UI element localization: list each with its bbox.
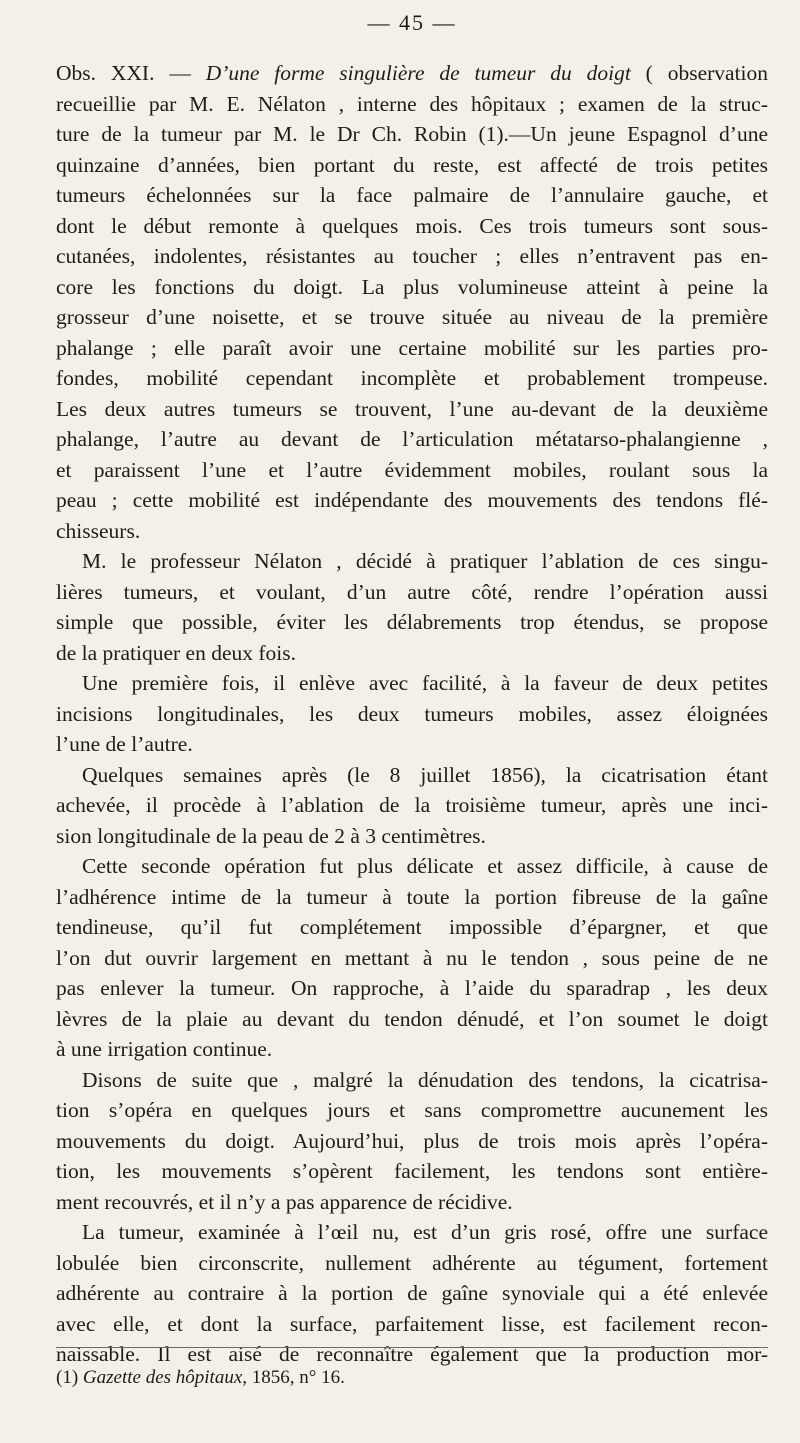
text-line: lières tumeurs, et voulant, d’un autre côté, rendre l’opération aussi — [56, 579, 768, 604]
text-line: tion s’opéra en quelques jours et sans compromettre aucunement les — [56, 1098, 768, 1122]
text-line: achevée, il procède à l’ablation de la troisième tumeur, après une inci- — [56, 793, 768, 817]
text-line: chisseurs. — [56, 518, 141, 543]
text-line: tendineuse, qu’il fut complétement impossible d’épargner, et que — [56, 915, 768, 939]
text-line: ture de la tumeur par M. le Dr Ch. Robin (1).—Un jeune Espagnol d’une — [56, 122, 768, 146]
text-line: à une irrigation continue. — [56, 1037, 273, 1061]
text-line: dont le début remonte à quelques mois. Ces trois tumeurs sont sous- — [56, 213, 768, 238]
footnote-marker: (1) — [56, 1367, 79, 1388]
body-text — [56, 58, 768, 1370]
text-line: lobulée bien circonscrite, nullement adhérente au tégument, fortement — [56, 1250, 768, 1275]
paragraph — [56, 668, 768, 760]
text-line: phalange ; elle paraît avoir une certaine mobilité sur les parties pro- — [56, 335, 768, 360]
footnote-journal: Gazette des hôpitaux — [82, 1367, 243, 1388]
text-line: sion longitudinale de la peau de 2 à 3 centimètres. — [56, 823, 486, 848]
text-line: grosseur d’une noisette, et se trouve située au niveau de la première — [56, 305, 768, 329]
book-page — [56, 0, 768, 1443]
text-line: pas enlever la tumeur. On rapproche, à l’aide du sparadrap , les deux — [56, 976, 768, 1000]
footnote — [56, 1365, 768, 1391]
paragraph — [56, 546, 768, 668]
paragraph — [56, 1065, 768, 1218]
text-line: et paraissent l’une et l’autre évidemment mobiles, roulant sous la — [56, 457, 768, 482]
text-line: quinzaine d’années, bien portant du reste, est affecté de trois petites — [56, 152, 768, 177]
page-number: — 45 — — [367, 10, 457, 35]
paragraph — [56, 851, 768, 1065]
text-line: Quelques semaines après (le 8 juillet 1856), la cicatrisation étant — [82, 762, 768, 787]
text-line: La tumeur, examinée à l’œil nu, est d’un gris rosé, offre une surface — [82, 1220, 768, 1244]
text-line: naissable. Il est aisé de reconnaître également que la production mor- — [56, 1342, 768, 1366]
text-line: phalange, l’autre au devant de l’articulation métatarso-phalangienne , — [56, 427, 768, 451]
text-line: mouvements du doigt. Aujourd’hui, plus de trois mois après l’opéra- — [56, 1128, 768, 1153]
text-line: tumeurs échelonnées sur la face palmaire de l’annulaire gauche, et — [56, 183, 768, 207]
text-line: fondes, mobilité cependant incomplète et probablement trompeuse. — [56, 366, 768, 390]
text-line: Obs. XXI. — D’une forme singulière de tumeur du doigt ( observation — [56, 61, 768, 85]
text-line: M. le professeur Nélaton , décidé à pratiquer l’ablation de ces singu- — [82, 549, 768, 573]
text-line: l’on dut ouvrir largement en mettant à nu le tendon , sous peine de ne — [56, 945, 768, 970]
footnote-separator — [56, 1347, 768, 1348]
text-line: l’une de l’autre. — [56, 732, 193, 756]
text-line: avec elle, et dont la surface, parfaitement lisse, est facilement recon- — [56, 1311, 768, 1336]
text-line: Les deux autres tumeurs se trouvent, l’une au-devant de la deuxième — [56, 396, 768, 421]
text-line: peau ; cette mobilité est indépendante des mouvements des tendons flé- — [56, 488, 768, 512]
text-line: tion, les mouvements s’opèrent facilement, les tendons sont entière- — [56, 1159, 768, 1183]
text-line: adhérente au contraire à la portion de gaîne synoviale qui a été enlevée — [56, 1281, 768, 1305]
text-line: simple que possible, éviter les délabrements trop étendus, se propose — [56, 610, 768, 634]
observation-title: D’une forme singulière de tumeur du doigt — [205, 61, 631, 85]
text-line: lèvres de la plaie au devant du tendon dénudé, et l’on soumet le doigt — [56, 1006, 768, 1031]
text-line: cutanées, indolentes, résistantes au toucher ; elles n’entravent pas en- — [56, 244, 768, 268]
text-line: Une première fois, il enlève avec facilité, à la faveur de deux petites — [82, 671, 768, 695]
text-line: core les fonctions du doigt. La plus volumineuse atteint à peine la — [56, 274, 768, 299]
text-line: Disons de suite que , malgré la dénudation des tendons, la cicatrisa- — [82, 1067, 768, 1092]
text-line: l’adhérence intime de la tumeur à toute la portion fibreuse de la gaîne — [56, 884, 768, 909]
text-line: de la pratiquer en deux fois. — [56, 640, 296, 665]
text-line: ment recouvrés, et il n’y a pas apparence de récidive. — [56, 1189, 513, 1214]
paragraph — [56, 58, 768, 546]
text-line: recueillie par M. E. Nélaton , interne des hôpitaux ; examen de la struc- — [56, 91, 768, 116]
footnote-details: , 1856, n° 16. — [242, 1367, 345, 1388]
paragraph — [56, 760, 768, 852]
text-line: Cette seconde opération fut plus délicate et assez difficile, à cause de — [82, 854, 768, 878]
text-line: incisions longitudinales, les deux tumeurs mobiles, assez éloignées — [56, 701, 768, 726]
